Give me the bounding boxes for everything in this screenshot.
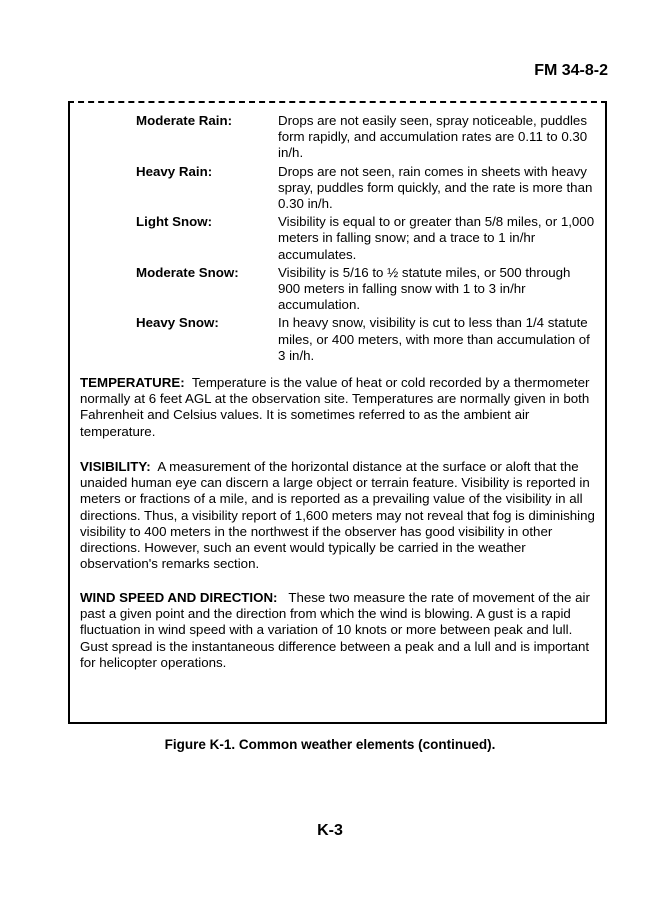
definition-row — [136, 265, 596, 314]
definition-term: Moderate Snow: — [136, 264, 239, 280]
definition-text: Drops are not easily seen, spray noticeable, puddles form rapidly, and accumulation rates are 0.11 to 0.30 in/h. — [278, 113, 588, 161]
definition-row — [136, 214, 596, 263]
visibility-heading: VISIBILITY: — [80, 459, 151, 474]
wind-paragraph — [80, 590, 600, 671]
definition-text: Drops are not seen, rain comes in sheets with heavy spray, puddles form quickly, and the rate is more than 0.30 in/h. — [278, 163, 593, 212]
temperature-paragraph — [80, 375, 600, 440]
visibility-paragraph — [80, 459, 600, 572]
wind-heading: WIND SPEED AND DIRECTION: — [80, 590, 278, 605]
definition-term: Light Snow: — [136, 214, 213, 230]
definition-text: In heavy snow, visibility is cut to less than 1/4 statute miles, or 400 meters, with more than accumulation of 3 in/h. — [278, 315, 590, 363]
document-header: FM 34-8-2 — [534, 62, 608, 79]
figure-box — [68, 101, 607, 724]
figure-caption: Figure K-1. Common weather elements (continued). — [164, 737, 496, 752]
definition-row — [136, 113, 596, 162]
temperature-heading: TEMPERATURE: — [80, 375, 185, 390]
definition-text: Visibility is 5/16 to ½ statute miles, or 500 through 900 meters in falling snow with 1 to 3 in/hr accumulation. — [278, 264, 571, 313]
wind-text: These two measure the rate of movement of the air past a given point and the direction from which the wind is blowing. A gust is a rapid fluctuation in wind speed with a variation of 10 knots or more between peak and lull. Gust spread is the instantaneous difference between a peak and a lull and is important for helicopter operations. — [80, 590, 590, 670]
definition-row — [136, 164, 596, 213]
definition-term: Heavy Rain: — [136, 163, 213, 179]
definition-row — [136, 315, 596, 364]
definition-term: Moderate Rain: — [136, 113, 233, 128]
page-number: K-3 — [317, 822, 343, 839]
definition-text: Visibility is equal to or greater than 5/8 miles, or 1,000 meters in falling snow; and a trace to 1 in/hr accumulates. — [278, 214, 595, 262]
visibility-text: A measurement of the horizontal distance at the surface or aloft that the unaided human eye can discern a large object or terrain feature. Visibility is reported in meters or fractions of a mile, and is reported as a prevailing value of the visibility in all directions. Thus, a visibility report of 1,600 meters may not reveal that fog is diminishing visibility to 400 meters in the northwest if the observer has good visibility in other directions. However, such an event would typically be carried in the weather observation's remarks section. — [80, 459, 595, 572]
definition-term: Heavy Snow: — [136, 315, 219, 331]
temperature-text: Temperature is the value of heat or cold recorded by a thermometer normally at 6 feet AGL at the observation site. Temperatures are normally given in both Fahrenheit and Celsius values. It is sometimes referred to as the ambient air temperature. — [80, 375, 590, 439]
precipitation-definitions — [136, 113, 596, 366]
